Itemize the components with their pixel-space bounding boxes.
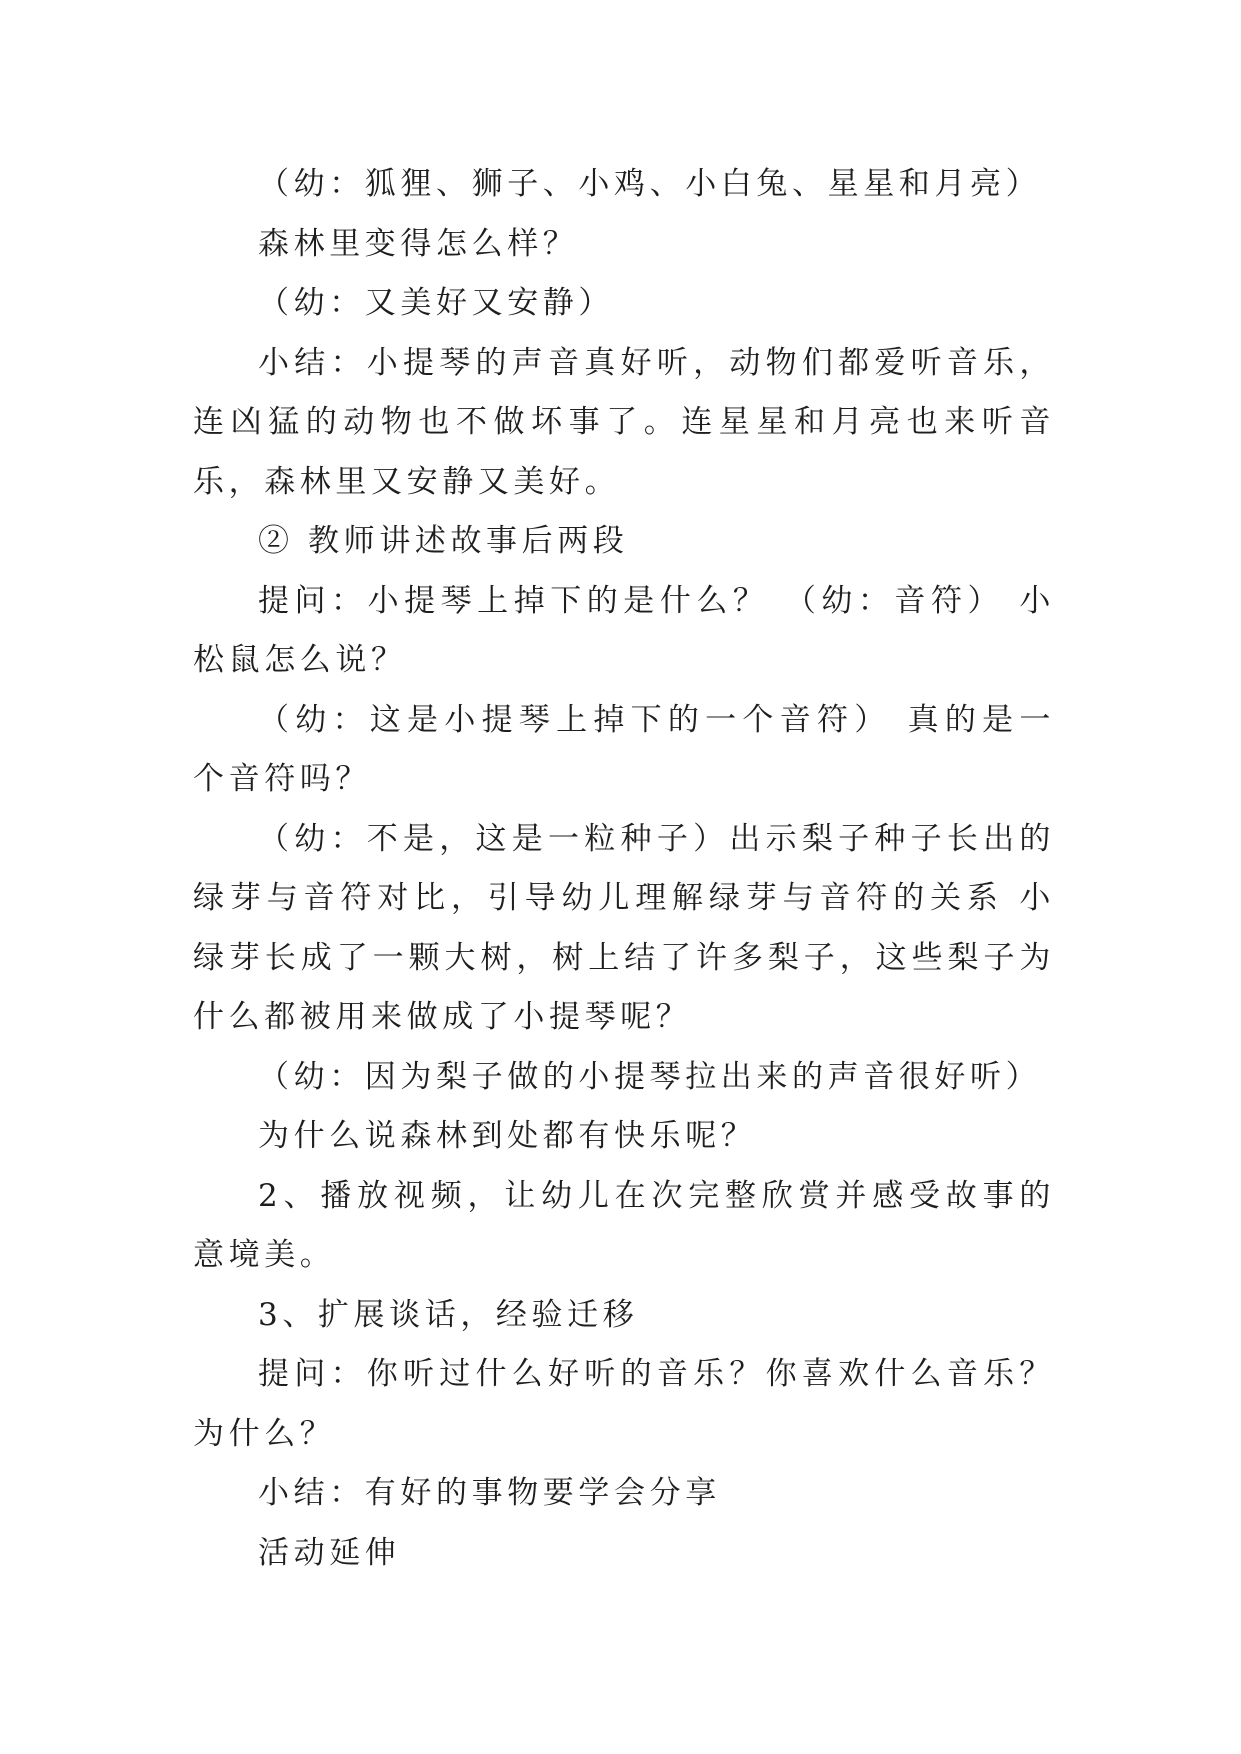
paragraph: （幼：又美好又安静）	[258, 285, 614, 321]
document-body	[193, 155, 1055, 1583]
paragraph: （幼：这是小提琴上掉下的一个音符） 真的是一个音符吗？	[193, 701, 1055, 797]
paragraph: 森林里变得怎么样？	[258, 225, 579, 262]
paragraph: （幼：不是，这是一粒种子）出示梨子种子长出的绿芽与音符对比，引导幼儿理解绿芽与音符的关系 小绿芽长成了一颗大树，树上结了许多梨子，这些梨子为什么都被用来做成了小提琴呢？	[193, 820, 1055, 1035]
paragraph: 提问：你听过什么好听的音乐？你喜欢什么音乐？为什么？	[193, 1356, 1055, 1452]
paragraph: 小结：小提琴的声音真好听，动物们都爱听音乐，连凶猛的动物也不做坏事了。连星星和月亮也来听音乐，森林里又安静又美好。	[193, 344, 1055, 500]
paragraph: 提问：小提琴上掉下的是什么？ （幼：音符） 小松鼠怎么说？	[193, 582, 1055, 678]
paragraph: 活动延伸	[258, 1534, 401, 1571]
paragraph: 3、扩展谈话，经验迁移	[258, 1296, 639, 1333]
paragraph: （幼：因为梨子做的小提琴拉出来的声音很好听）	[258, 1058, 1042, 1095]
paragraph: 2、播放视频，让幼儿在次完整欣赏并感受故事的意境美。	[193, 1177, 1055, 1273]
paragraph: （幼：狐狸、狮子、小鸡、小白兔、星星和月亮）	[258, 166, 1042, 202]
paragraph: ② 教师讲述故事后两段	[258, 523, 629, 559]
paragraph: 为什么说森林到处都有快乐呢？	[258, 1118, 757, 1154]
paragraph: 小结：有好的事物要学会分享	[258, 1475, 721, 1511]
